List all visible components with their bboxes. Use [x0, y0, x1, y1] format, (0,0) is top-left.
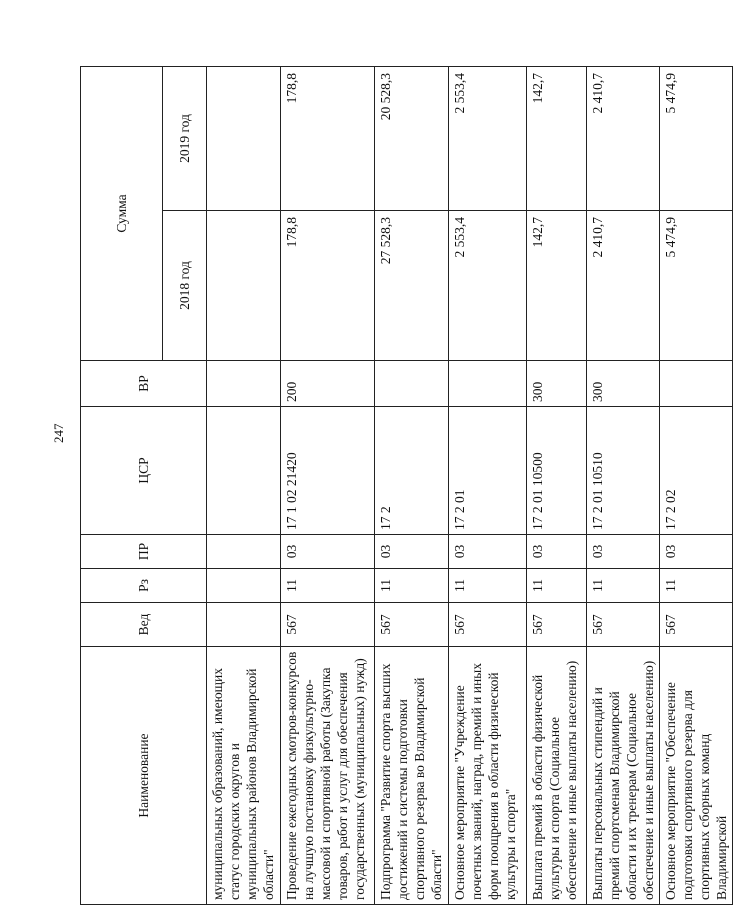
cell-2018: 142,7: [527, 211, 587, 361]
table-row: [281, 66, 375, 904]
cell-2018: 27 528,3: [375, 211, 449, 361]
cell-csr: 17 2 01: [449, 407, 527, 535]
cell-2018: 5 474,9: [660, 211, 733, 361]
header-pr: ПР: [81, 535, 207, 569]
cell-rz: [207, 569, 281, 603]
cell-pr: 03: [587, 535, 660, 569]
header-ved: Вед: [81, 603, 207, 647]
page-number: 247: [51, 423, 66, 443]
cell-pr: 03: [375, 535, 449, 569]
cell-ved: 567: [587, 603, 660, 647]
cell-csr: 17 2 01 10510: [587, 407, 660, 535]
cell-rz: 11: [281, 569, 375, 603]
cell-csr: 17 2 02: [660, 407, 733, 535]
header-summa: Сумма: [81, 66, 163, 360]
cell-csr: 17 2: [375, 407, 449, 535]
table-row: [449, 66, 527, 904]
cell-rz: 11: [660, 569, 733, 603]
cell-vr: [449, 361, 527, 407]
cell-vr: 300: [587, 361, 660, 407]
cell-ved: 567: [527, 603, 587, 647]
cell-vr: 300: [527, 361, 587, 407]
cell-2019: 5 474,9: [660, 66, 733, 210]
cell-ved: 567: [449, 603, 527, 647]
cell-name: Основное мероприятие "Учреждение почетных званий, наград, премий и иных форм поощрения в области физической культуры и спорта": [449, 647, 527, 905]
table-row: [587, 66, 660, 904]
header-vr: ВР: [81, 361, 207, 407]
header-name: Наименование: [81, 647, 207, 905]
cell-name: Подпрограмма "Развитие спорта высших достижений и системы подготовки спортивного резерва во Владимирской области": [375, 647, 449, 905]
cell-rz: 11: [449, 569, 527, 603]
cell-ved: 567: [660, 603, 733, 647]
cell-ved: 567: [375, 603, 449, 647]
cell-2018: [207, 211, 281, 361]
rotated-budget-table-container: [80, 67, 729, 905]
cell-rz: 11: [527, 569, 587, 603]
cell-pr: [207, 535, 281, 569]
cell-pr: 03: [660, 535, 733, 569]
table-row: [660, 66, 733, 904]
budget-table: [80, 66, 733, 905]
cell-vr: [660, 361, 733, 407]
cell-ved: 567: [281, 603, 375, 647]
cell-csr: 17 2 01 10500: [527, 407, 587, 535]
cell-2018: 178,8: [281, 211, 375, 361]
cell-name: муниципальных образований, имеющих статус городских округов и муниципальных районов Владимирской области": [207, 647, 281, 905]
cell-csr: [207, 407, 281, 535]
cell-vr: [207, 361, 281, 407]
header-rz: Рз: [81, 569, 207, 603]
cell-csr: 17 1 02 21420: [281, 407, 375, 535]
cell-2019: 2 553,4: [449, 66, 527, 210]
cell-vr: [375, 361, 449, 407]
cell-2018: 2 553,4: [449, 211, 527, 361]
cell-name: Проведение ежегодных смотров-конкурсов на лучшую постановку физкультурно-массовой и спортивной работы (Закупка товаров, работ и услуг для обеспечения государственных (муниципальных) нужд): [281, 647, 375, 905]
cell-rz: 11: [375, 569, 449, 603]
cell-name: Основное мероприятие "Обеспечение подготовки спортивного резерва для спортивных сборных команд Владимирской: [660, 647, 733, 905]
table-row: [375, 66, 449, 904]
cell-2019: 142,7: [527, 66, 587, 210]
table-row: [527, 66, 587, 904]
cell-vr: 200: [281, 361, 375, 407]
table-row: [207, 66, 281, 904]
cell-rz: 11: [587, 569, 660, 603]
header-2018: 2018 год: [163, 211, 207, 361]
cell-2019: 20 528,3: [375, 66, 449, 210]
cell-pr: 03: [527, 535, 587, 569]
header-2019: 2019 год: [163, 66, 207, 210]
cell-2019: 2 410,7: [587, 66, 660, 210]
cell-name: Выплаты персональных стипендий и премий спортсменам Владимирской области и их тренерам (Социальное обеспечение и иные выплаты населению): [587, 647, 660, 905]
cell-ved: [207, 603, 281, 647]
cell-name: Выплата премий в области физической культуры и спорта (Социальное обеспечение и иные выплаты населению): [527, 647, 587, 905]
cell-pr: 03: [281, 535, 375, 569]
cell-pr: 03: [449, 535, 527, 569]
header-csr: ЦСР: [81, 407, 207, 535]
cell-2018: 2 410,7: [587, 211, 660, 361]
cell-2019: 178,8: [281, 66, 375, 210]
cell-2019: [207, 66, 281, 210]
